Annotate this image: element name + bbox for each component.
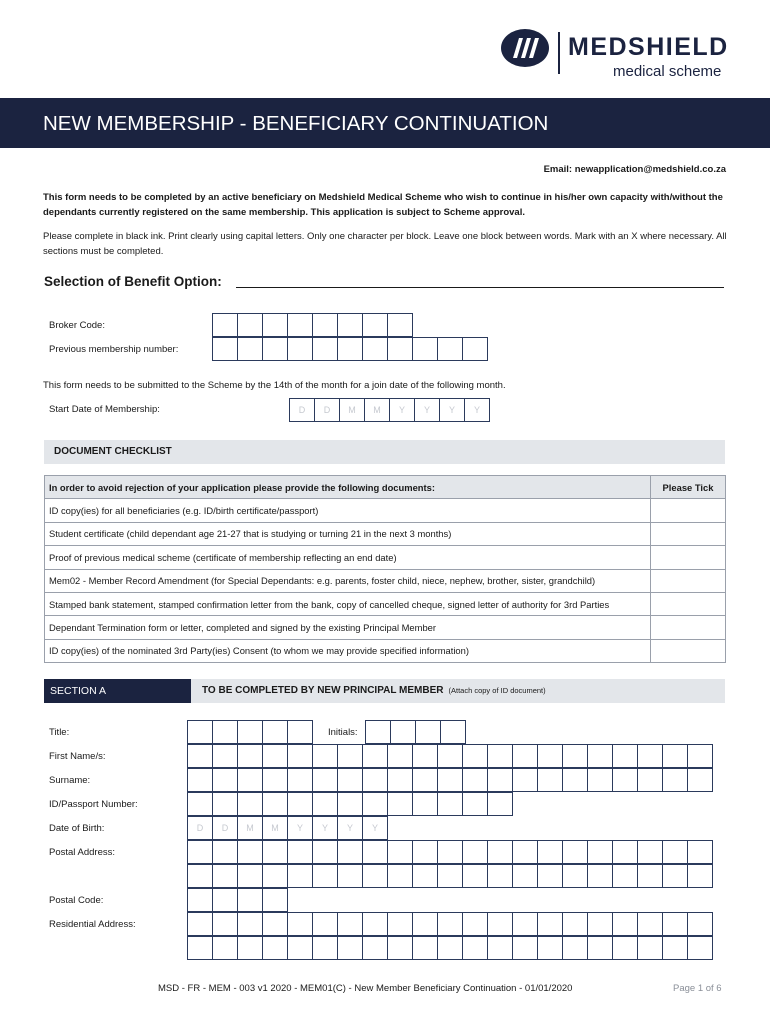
char-box[interactable] [187, 840, 213, 864]
char-box[interactable] [312, 768, 338, 792]
submission-note: This form needs to be submitted to the Scheme by the 14th of the month for a join date of the following month. [43, 380, 506, 391]
char-box[interactable] [412, 792, 438, 816]
char-box[interactable] [212, 888, 238, 912]
char-box[interactable] [337, 313, 363, 337]
char-box[interactable] [487, 744, 513, 768]
surname-boxes[interactable] [187, 768, 712, 792]
postal-address-boxes-2[interactable] [187, 864, 712, 888]
char-box[interactable] [287, 936, 313, 960]
residential-address-boxes-1[interactable] [187, 912, 712, 936]
date-box[interactable]: M [237, 816, 263, 840]
char-box[interactable] [337, 864, 363, 888]
char-box[interactable] [437, 744, 463, 768]
char-box[interactable] [262, 337, 288, 361]
char-box[interactable] [687, 912, 713, 936]
char-box[interactable] [662, 744, 688, 768]
char-box[interactable] [562, 864, 588, 888]
char-box[interactable] [687, 864, 713, 888]
char-box[interactable] [587, 912, 613, 936]
char-box[interactable] [187, 792, 213, 816]
postal-code-boxes[interactable] [187, 888, 287, 912]
char-box[interactable] [637, 912, 663, 936]
char-box[interactable] [687, 840, 713, 864]
postal-address-boxes-1[interactable] [187, 840, 712, 864]
char-box[interactable] [362, 313, 388, 337]
char-box[interactable] [387, 912, 413, 936]
postal-code-label: Postal Code: [49, 895, 104, 906]
postal-address-label: Postal Address: [49, 847, 116, 858]
char-box[interactable] [212, 744, 238, 768]
char-box[interactable] [312, 313, 338, 337]
brand-subtitle: medical scheme [613, 63, 722, 80]
char-box[interactable] [287, 744, 313, 768]
char-box[interactable] [412, 840, 438, 864]
char-box[interactable] [262, 720, 288, 744]
char-box[interactable] [262, 744, 288, 768]
char-box[interactable] [537, 840, 563, 864]
date-box[interactable]: D [314, 398, 340, 422]
char-box[interactable] [187, 936, 213, 960]
char-box[interactable] [387, 768, 413, 792]
char-box[interactable] [462, 744, 488, 768]
char-box[interactable] [512, 744, 538, 768]
checklist-row [45, 569, 726, 592]
date-box[interactable]: Y [287, 816, 313, 840]
id-passport-boxes[interactable] [187, 792, 512, 816]
char-box[interactable] [287, 840, 313, 864]
checklist-header: In order to avoid rejection of your application please provide the following documents: [45, 476, 651, 499]
residential-address-boxes-2[interactable] [187, 936, 712, 960]
char-box[interactable] [437, 840, 463, 864]
char-box[interactable] [462, 912, 488, 936]
char-box[interactable] [237, 936, 263, 960]
char-box[interactable] [337, 744, 363, 768]
checklist-title: DOCUMENT CHECKLIST [54, 446, 172, 457]
date-box[interactable]: D [289, 398, 315, 422]
char-box[interactable] [437, 864, 463, 888]
char-box[interactable] [212, 313, 238, 337]
char-box[interactable] [462, 936, 488, 960]
char-box[interactable] [512, 768, 538, 792]
footer-code: MSD - FR - MEM - 003 v1 2020 - MEM01(C) - New Member Beneficiary Continuation - 01/01/2020 [158, 983, 573, 994]
char-box[interactable] [612, 768, 638, 792]
char-box[interactable] [212, 912, 238, 936]
char-box[interactable] [462, 840, 488, 864]
first-names-label: First Name/s: [49, 751, 106, 762]
checklist-table [44, 475, 726, 663]
section-a-label: SECTION A [50, 685, 107, 697]
date-box[interactable]: Y [389, 398, 415, 422]
char-box[interactable] [662, 912, 688, 936]
logo-divider [558, 32, 560, 74]
char-box[interactable] [387, 337, 413, 361]
checklist-header-row [45, 476, 726, 499]
first-names-boxes[interactable] [187, 744, 712, 768]
char-box[interactable] [362, 936, 388, 960]
char-box[interactable] [415, 720, 441, 744]
tick-header: Please Tick [651, 476, 726, 499]
contact-email: Email: newapplication@medshield.co.za [543, 164, 726, 175]
char-box[interactable] [637, 768, 663, 792]
char-box[interactable] [637, 864, 663, 888]
checklist-row [45, 522, 726, 545]
date-box[interactable]: M [364, 398, 390, 422]
char-box[interactable] [287, 864, 313, 888]
char-box[interactable] [287, 720, 313, 744]
char-box[interactable] [362, 840, 388, 864]
char-box[interactable] [362, 912, 388, 936]
char-box[interactable] [287, 313, 313, 337]
char-box[interactable] [187, 888, 213, 912]
char-box[interactable] [612, 912, 638, 936]
char-box[interactable] [212, 768, 238, 792]
residential-address-label: Residential Address: [49, 919, 136, 930]
char-box[interactable] [387, 864, 413, 888]
form-title: NEW MEMBERSHIP - BENEFICIARY CONTINUATION [43, 112, 549, 135]
char-box[interactable] [637, 840, 663, 864]
char-box[interactable] [612, 936, 638, 960]
char-box[interactable] [587, 744, 613, 768]
char-box[interactable] [212, 720, 238, 744]
broker-code-label: Broker Code: [49, 320, 105, 331]
instructions-text: Please complete in black ink. Print clearly using capital letters. Only one character per block. Leave one block between words. Mark with an X where necessary. All sections must be completed. [43, 231, 727, 257]
char-box[interactable] [312, 337, 338, 361]
char-box[interactable] [687, 768, 713, 792]
char-box[interactable] [337, 337, 363, 361]
date-box[interactable]: Y [439, 398, 465, 422]
char-box[interactable] [187, 912, 213, 936]
benefit-option-label: Selection of Benefit Option: [44, 274, 222, 289]
intro-bold-text: This form needs to be completed by an active beneficiary on Medshield Medical Scheme who wish to continue in his/her own capacity with/without the dependants currently registered on the same membership. This application is subject to Scheme approval. [43, 192, 723, 218]
char-box[interactable] [612, 864, 638, 888]
checklist-item: Mem02 - Member Record Amendment (for Special Dependants: e.g. parents, foster child, niece, nephew, brother, sister, grandchild) [45, 569, 651, 592]
checklist-item: Stamped bank statement, stamped confirmation letter from the bank, copy of cancelled cheque, signed letter of authority for 3rd Parties [45, 592, 651, 615]
char-box[interactable] [412, 936, 438, 960]
char-box[interactable] [562, 768, 588, 792]
char-box[interactable] [237, 840, 263, 864]
date-box[interactable]: Y [362, 816, 388, 840]
char-box[interactable] [587, 840, 613, 864]
prev-membership-boxes[interactable] [212, 337, 487, 361]
dob-label: Date of Birth: [49, 823, 105, 834]
char-box[interactable] [462, 768, 488, 792]
tick-box[interactable] [651, 592, 726, 615]
checklist-item: ID copy(ies) for all beneficiaries (e.g. ID/birth certificate/passport) [45, 499, 651, 522]
char-box[interactable] [287, 337, 313, 361]
char-box[interactable] [462, 792, 488, 816]
char-box[interactable] [237, 792, 263, 816]
char-box[interactable] [262, 888, 288, 912]
char-box[interactable] [237, 313, 263, 337]
date-box[interactable]: Y [312, 816, 338, 840]
char-box[interactable] [612, 744, 638, 768]
char-box[interactable] [312, 912, 338, 936]
char-box[interactable] [462, 337, 488, 361]
char-box[interactable] [262, 912, 288, 936]
checklist-item: ID copy(ies) of the nominated 3rd Party(ies) Consent (to whom we may provide specified information) [45, 639, 651, 662]
page-number: Page 1 of 6 [673, 983, 722, 994]
title-boxes[interactable] [187, 720, 312, 744]
checklist-row [45, 592, 726, 615]
char-box[interactable] [437, 936, 463, 960]
char-box[interactable] [662, 840, 688, 864]
char-box[interactable] [365, 720, 391, 744]
prev-membership-label: Previous membership number: [49, 344, 179, 355]
char-box[interactable] [187, 744, 213, 768]
char-box[interactable] [662, 768, 688, 792]
char-box[interactable] [487, 936, 513, 960]
medshield-logo-icon [500, 28, 550, 68]
char-box[interactable] [262, 936, 288, 960]
surname-label: Surname: [49, 775, 91, 786]
char-box[interactable] [512, 912, 538, 936]
char-box[interactable] [362, 744, 388, 768]
char-box[interactable] [287, 912, 313, 936]
char-box[interactable] [362, 792, 388, 816]
char-box[interactable] [537, 936, 563, 960]
date-box[interactable]: M [339, 398, 365, 422]
char-box[interactable] [562, 840, 588, 864]
char-box[interactable] [262, 840, 288, 864]
date-box[interactable]: Y [414, 398, 440, 422]
char-box[interactable] [262, 792, 288, 816]
char-box[interactable] [512, 936, 538, 960]
char-box[interactable] [412, 912, 438, 936]
char-box[interactable] [387, 744, 413, 768]
char-box[interactable] [187, 720, 213, 744]
char-box[interactable] [437, 768, 463, 792]
char-box[interactable] [337, 936, 363, 960]
checklist-item: Dependant Termination form or letter, completed and signed by the existing Principal Member [45, 616, 651, 639]
id-passport-label: ID/Passport Number: [49, 799, 138, 810]
start-date-boxes[interactable] [289, 398, 489, 422]
char-box[interactable] [412, 768, 438, 792]
char-box[interactable] [362, 337, 388, 361]
initials-label: Initials: [328, 727, 358, 738]
brand-name: MEDSHIELD [568, 33, 729, 61]
tick-box[interactable] [651, 499, 726, 522]
date-box[interactable]: D [212, 816, 238, 840]
char-box[interactable] [487, 792, 513, 816]
char-box[interactable] [487, 768, 513, 792]
char-box[interactable] [687, 936, 713, 960]
char-box[interactable] [237, 744, 263, 768]
char-box[interactable] [212, 337, 238, 361]
char-box[interactable] [187, 864, 213, 888]
char-box[interactable] [387, 840, 413, 864]
char-box[interactable] [390, 720, 416, 744]
date-box[interactable]: D [187, 816, 213, 840]
date-box[interactable]: M [262, 816, 288, 840]
char-box[interactable] [437, 337, 463, 361]
char-box[interactable] [387, 936, 413, 960]
char-box[interactable] [262, 768, 288, 792]
tick-box[interactable] [651, 546, 726, 569]
char-box[interactable] [212, 792, 238, 816]
date-box[interactable]: Y [464, 398, 490, 422]
char-box[interactable] [440, 720, 466, 744]
char-box[interactable] [287, 768, 313, 792]
section-a-title [202, 685, 546, 697]
char-box[interactable] [337, 768, 363, 792]
char-box[interactable] [212, 864, 238, 888]
dob-boxes[interactable] [187, 816, 387, 840]
char-box[interactable] [587, 864, 613, 888]
char-box[interactable] [237, 768, 263, 792]
section-a-note: (Attach copy of ID document) [448, 686, 546, 695]
checklist-row [45, 546, 726, 569]
tick-box[interactable] [651, 569, 726, 592]
tick-box[interactable] [651, 639, 726, 662]
char-box[interactable] [487, 840, 513, 864]
char-box[interactable] [437, 792, 463, 816]
char-box[interactable] [237, 720, 263, 744]
char-box[interactable] [537, 912, 563, 936]
char-box[interactable] [262, 864, 288, 888]
char-box[interactable] [187, 768, 213, 792]
char-box[interactable] [562, 936, 588, 960]
char-box[interactable] [387, 792, 413, 816]
tick-box[interactable] [651, 522, 726, 545]
char-box[interactable] [287, 792, 313, 816]
char-box[interactable] [662, 936, 688, 960]
tick-box[interactable] [651, 616, 726, 639]
char-box[interactable] [462, 864, 488, 888]
char-box[interactable] [587, 936, 613, 960]
start-date-label: Start Date of Membership: [49, 404, 160, 415]
char-box[interactable] [562, 912, 588, 936]
char-box[interactable] [237, 912, 263, 936]
char-box[interactable] [687, 744, 713, 768]
char-box[interactable] [212, 936, 238, 960]
checklist-row [45, 639, 726, 662]
char-box[interactable] [637, 936, 663, 960]
char-box[interactable] [537, 744, 563, 768]
char-box[interactable] [212, 840, 238, 864]
section-a-title-text: TO BE COMPLETED BY NEW PRINCIPAL MEMBER [202, 685, 444, 696]
char-box[interactable] [412, 337, 438, 361]
checklist-row [45, 616, 726, 639]
char-box[interactable] [537, 768, 563, 792]
char-box[interactable] [312, 840, 338, 864]
char-box[interactable] [587, 768, 613, 792]
char-box[interactable] [437, 912, 463, 936]
char-box[interactable] [487, 864, 513, 888]
char-box[interactable] [512, 864, 538, 888]
char-box[interactable] [362, 768, 388, 792]
broker-code-boxes[interactable] [212, 313, 412, 337]
char-box[interactable] [312, 936, 338, 960]
char-box[interactable] [237, 864, 263, 888]
char-box[interactable] [412, 744, 438, 768]
char-box[interactable] [562, 744, 588, 768]
char-box[interactable] [262, 313, 288, 337]
char-box[interactable] [412, 864, 438, 888]
title-label: Title: [49, 727, 70, 738]
checklist-row [45, 499, 726, 522]
char-box[interactable] [487, 912, 513, 936]
char-box[interactable] [337, 912, 363, 936]
char-box[interactable] [612, 840, 638, 864]
char-box[interactable] [537, 864, 563, 888]
char-box[interactable] [312, 864, 338, 888]
checklist-item: Student certificate (child dependant age 21-27 that is studying or turning 21 in the next 3 months) [45, 522, 651, 545]
char-box[interactable] [237, 337, 263, 361]
initials-boxes[interactable] [365, 720, 465, 744]
char-box[interactable] [512, 840, 538, 864]
char-box[interactable] [337, 792, 363, 816]
char-box[interactable] [312, 792, 338, 816]
char-box[interactable] [337, 840, 363, 864]
char-box[interactable] [237, 888, 263, 912]
date-box[interactable]: Y [337, 816, 363, 840]
char-box[interactable] [637, 744, 663, 768]
checklist-item: Proof of previous medical scheme (certificate of membership reflecting an end date) [45, 546, 651, 569]
char-box[interactable] [362, 864, 388, 888]
benefit-option-line[interactable] [236, 287, 724, 288]
char-box[interactable] [387, 313, 413, 337]
char-box[interactable] [312, 744, 338, 768]
char-box[interactable] [662, 864, 688, 888]
